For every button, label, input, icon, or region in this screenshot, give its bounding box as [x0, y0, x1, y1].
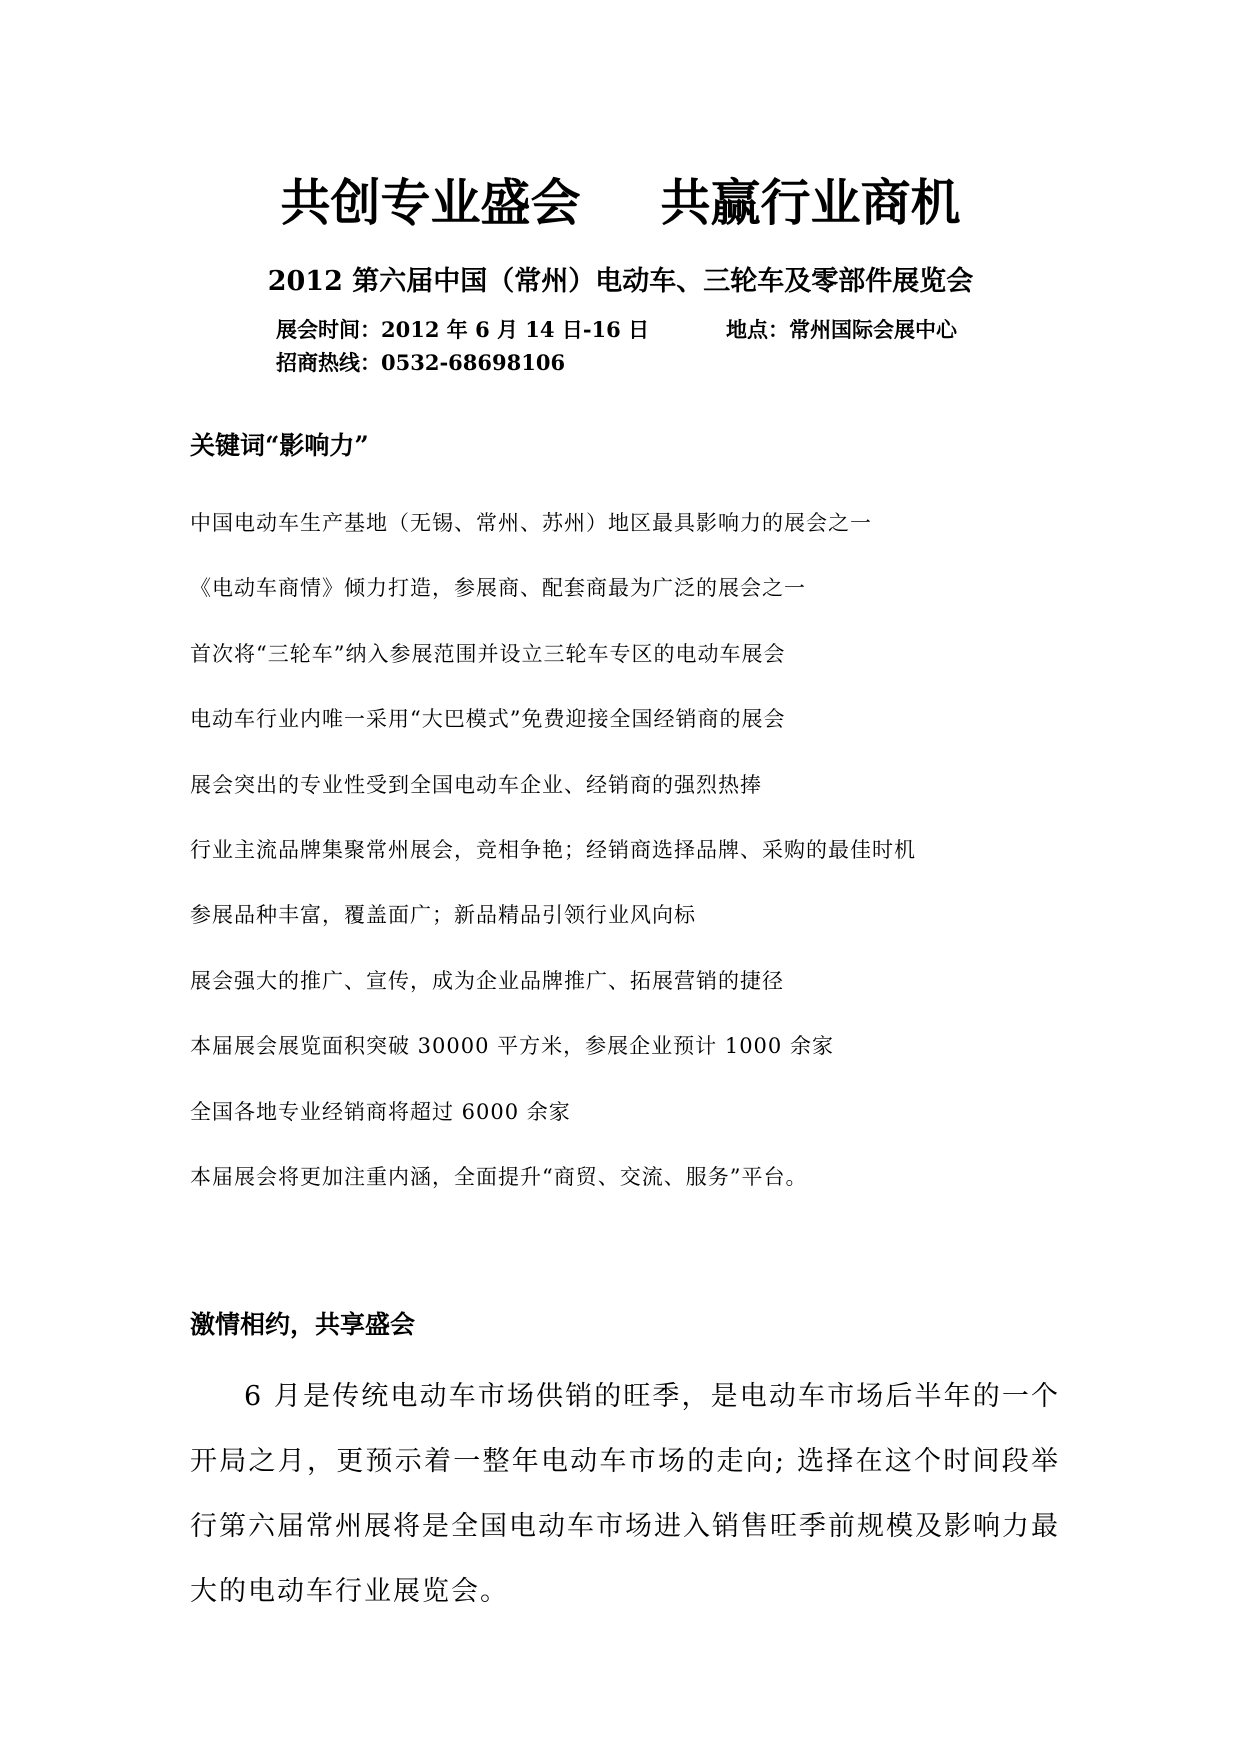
list-item: 本届展会将更加注重内涵，全面提升“商贸、交流、服务”平台。	[190, 1164, 808, 1189]
exhibition-hotline: 招商热线：0532-68698106	[276, 350, 566, 375]
list-item: 本届展会展览面积突破 30000 平方米，参展企业预计 1000 余家	[190, 1034, 834, 1059]
title-left: 共创专业盛会	[280, 174, 581, 232]
section-heading-invitation: 激情相约，共享盛会	[190, 1310, 416, 1339]
list-item: 展会突出的专业性受到全国电动车企业、经销商的强烈热捧	[190, 772, 762, 797]
list-item: 展会强大的推广、宣传，成为企业品牌推广、拓展营销的捷径	[190, 968, 784, 993]
body-paragraph: 6 月是传统电动车市场供销的旺季，是电动车市场后半年的一个开局之月，更预示着一整年电动车市场的走向; 选择在这个时间段举行第六届常州展将是全国电动车市场进入销售旺季前规模及影响力最大的电动车行业展览会。	[190, 1381, 1060, 1607]
list-item: 中国电动车生产基地（无锡、常州、苏州）地区最具影响力的展会之一	[190, 511, 872, 535]
list-item: 《电动车商情》倾力打造，参展商、配套商最为广泛的展会之一	[190, 576, 806, 601]
list-item: 电动车行业内唯一采用“大巴模式”免费迎接全国经销商的展会	[190, 707, 786, 732]
list-item: 参展品种丰富，覆盖面广；新品精品引领行业风向标	[190, 903, 696, 928]
keyword-list	[190, 505, 916, 1224]
exhibition-subtitle: 2012 第六届中国（常州）电动车、三轮车及零部件展览会	[267, 266, 974, 297]
exhibition-date: 展会时间：2012 年 6 月 14 日-16 日	[276, 317, 650, 342]
list-item: 全国各地专业经销商将超过 6000 余家	[190, 1099, 571, 1124]
list-item: 行业主流品牌集聚常州展会，竞相争艳；经销商选择品牌、采购的最佳时机	[190, 837, 916, 862]
exhibition-venue: 地点：常州国际会展中心	[726, 317, 957, 342]
page-title	[0, 168, 1241, 238]
list-item: 首次将“三轮车”纳入参展范围并设立三轮车专区的电动车展会	[190, 641, 786, 666]
section-heading-influence: 关键词“影响力”	[190, 431, 369, 460]
exhibition-info-line	[276, 315, 957, 345]
title-right: 共赢行业商机	[660, 174, 961, 232]
